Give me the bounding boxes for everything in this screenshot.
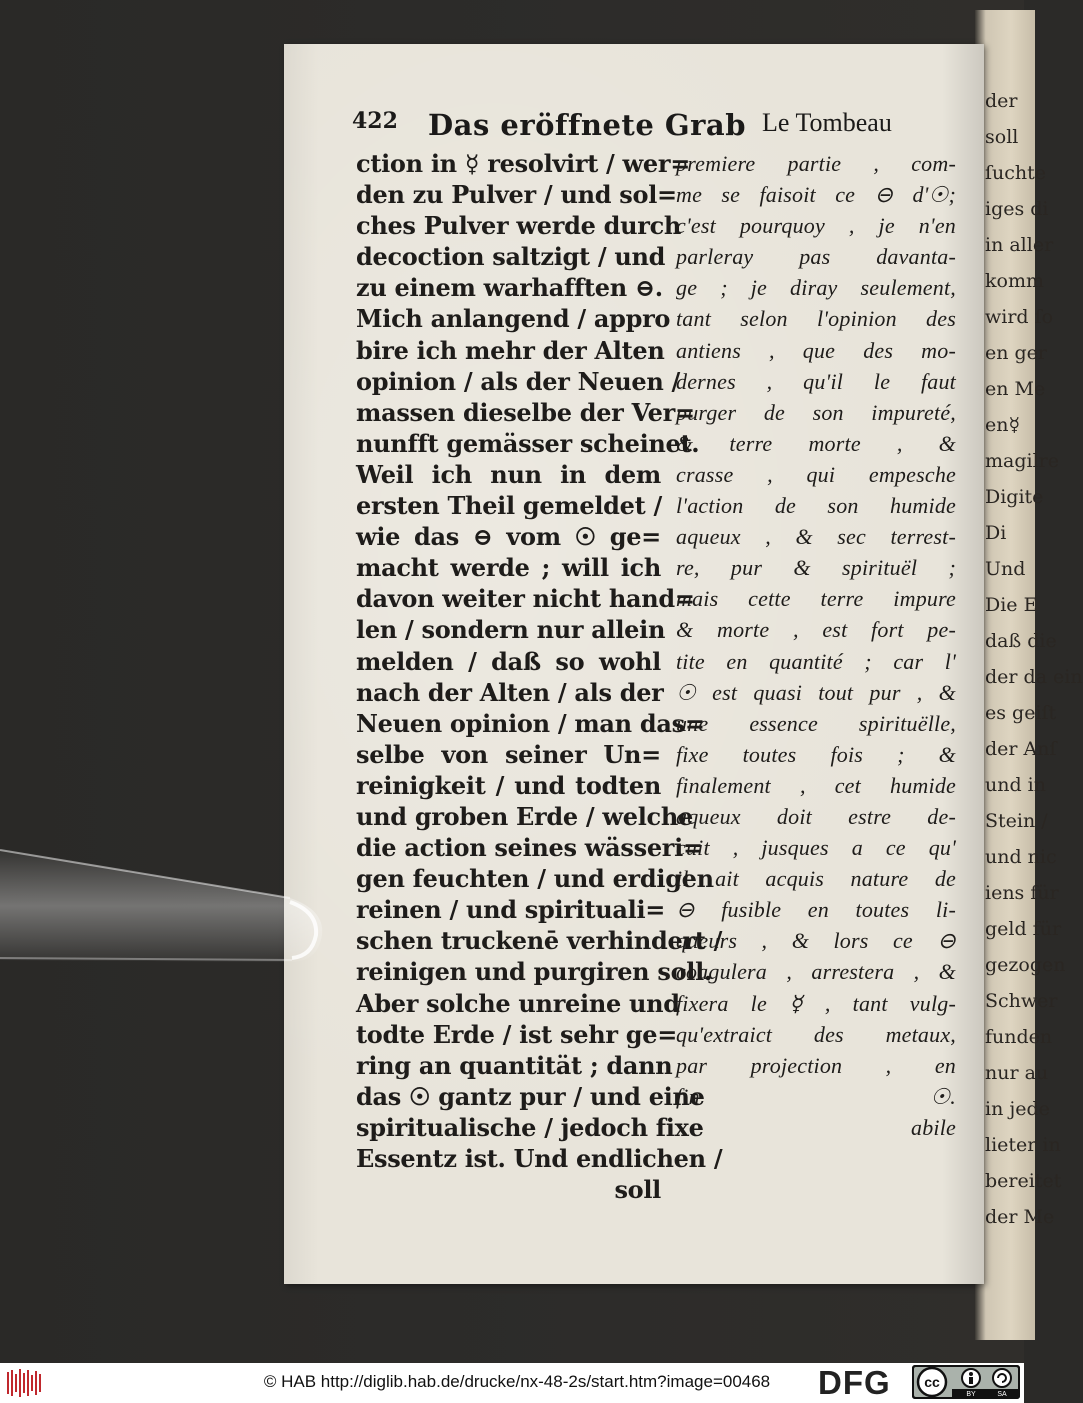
text-line: decoction saltzigt / und: [356, 242, 666, 272]
adjacent-page-fragment: bereitet: [985, 1170, 1062, 1192]
text-line: schen truckenē verhindert /: [356, 926, 723, 956]
adjacent-page-fragment: in jede: [985, 1098, 1050, 1120]
text-line: das ☉ gantz pur / und eine: [356, 1081, 705, 1111]
adjacent-page-fragment: ſuchte: [985, 162, 1047, 184]
text-line: c'est pourquoy , je n'en: [676, 213, 956, 239]
text-line: davon weiter nicht hand=: [356, 584, 695, 614]
adjacent-page-fragment: der: [985, 90, 1018, 112]
text-line: premiere partie , com-: [676, 151, 956, 176]
text-line: die action seines wässeri=: [356, 833, 703, 863]
adjacent-page-fragment: Und: [985, 558, 1026, 580]
text-line: fixe toutes fois ; &: [676, 741, 956, 767]
text-line: reinigkeit / und todten: [356, 770, 661, 800]
text-line: soll: [614, 1175, 661, 1205]
text-line: l'action de son humide: [676, 493, 956, 519]
text-line: reinigen und purgiren soll.: [356, 957, 712, 987]
text-line: Aber solche unreine und: [356, 988, 680, 1018]
adjacent-page-fragment: komm: [985, 270, 1044, 292]
running-title-french: Le Tombeau: [762, 108, 892, 137]
text-line: abile: [911, 1114, 956, 1140]
adjacent-page-fragment: lieter in: [985, 1134, 1061, 1156]
text-line: zu einem warhafften ⊖.: [356, 273, 663, 303]
adjacent-page-fragment: daß die: [985, 630, 1057, 652]
text-line: aqueux , & sec terrest-: [676, 524, 956, 550]
text-line: melden / daß so wohl: [356, 646, 661, 676]
adjacent-page-fragment: iges di: [985, 198, 1049, 220]
text-line: todte Erde / ist sehr ge=: [356, 1019, 678, 1049]
text-line: queurs , & lors ce ⊖: [676, 928, 956, 954]
adjacent-page-fragment: in aller: [985, 234, 1054, 256]
text-line: fin ☉.: [676, 1083, 956, 1109]
text-line: aqueux doit estre de-: [676, 803, 956, 829]
text-line: fixera le ☿ , tant vulg-: [676, 990, 956, 1016]
adjacent-page-fragment: Digite: [985, 486, 1044, 508]
text-line: antiens , que des mo-: [676, 337, 956, 363]
text-line: finalement , cet humide: [676, 772, 956, 798]
text-line: purger de son impureté,: [676, 399, 956, 425]
adjacent-page-fragment: wird ſo: [985, 306, 1054, 328]
glass-page-weight: [0, 840, 330, 980]
adjacent-page-fragment: gezogen: [985, 954, 1066, 976]
adjacent-page-fragment: der Anſ: [985, 738, 1057, 760]
text-line: gen feuchten / und erdigen: [356, 864, 714, 894]
adjacent-page-fragment: en☿: [985, 414, 1021, 436]
text-line: il ait acquis nature de: [676, 866, 956, 892]
text-line: & morte , est fort pe-: [676, 617, 956, 643]
text-line: ersten Theil gemeldet /: [356, 491, 662, 521]
text-line: selbe von seiner Un=: [356, 739, 661, 769]
text-line: ⊖ fusible en toutes li-: [676, 897, 956, 923]
text-line: wie das ⊖ vom ☉ ge=: [356, 522, 661, 552]
french-text-column: [676, 148, 956, 1143]
text-line: nach der Alten / als der: [356, 677, 664, 707]
adjacent-page-fragment: geld für: [985, 918, 1062, 940]
adjacent-page-fragment: en Me: [985, 378, 1046, 400]
text-line: nunfft gemässer scheinet.: [356, 428, 700, 458]
german-text-column: [356, 148, 723, 1205]
text-line: massen dieselbe der Ver=: [356, 397, 695, 427]
svg-text:cc: cc: [924, 1374, 940, 1390]
text-line: bire ich mehr der Alten: [356, 335, 665, 365]
text-line: ction in ☿ resolvirt / wer=: [356, 149, 691, 178]
text-line: une essence spirituëlle,: [676, 710, 956, 736]
adjacent-page-fragment: soll: [985, 126, 1019, 148]
text-line: Neuen opinion / man das=: [356, 708, 705, 738]
adjacent-page-fragment: funden: [985, 1026, 1053, 1048]
text-line: ches Pulver werde durch: [356, 211, 682, 241]
adjacent-page-fragment: Die E: [985, 594, 1038, 616]
adjacent-page-fragment: und in: [985, 774, 1046, 796]
page-number: 422: [352, 108, 398, 134]
adjacent-page-fragment: und nic: [985, 846, 1057, 868]
adjacent-page-fragment: es geiſt: [985, 702, 1057, 724]
text-line: reinen / und spirituali=: [356, 895, 666, 925]
adjacent-page-fragment: Di: [985, 522, 1007, 544]
text-line: dernes , qu'il le faut: [676, 368, 956, 394]
adjacent-page-fragment: magilre: [985, 450, 1059, 472]
cc-by-label: BY: [966, 1391, 976, 1398]
text-line: crasse , qui empesche: [676, 461, 956, 487]
text-line: tite en quantité ; car l': [676, 648, 956, 674]
adjacent-page-fragment: Stein /: [985, 810, 1048, 832]
adjacent-page-fragment: nur au: [985, 1062, 1049, 1084]
cc-license-badge[interactable]: [912, 1365, 1020, 1399]
text-line: tant selon l'opinion des: [676, 306, 956, 332]
adjacent-page-fragment: der da ein: [985, 666, 1083, 688]
text-line: und groben Erde / welche: [356, 801, 693, 831]
cc-sa-label: SA: [997, 1391, 1007, 1398]
text-line: mais cette terre impure: [676, 586, 956, 612]
text-line: macht werde ; will ich: [356, 553, 661, 583]
text-line: den zu Pulver / und sol=: [356, 180, 677, 210]
text-line: ge ; je diray seulement,: [676, 275, 956, 301]
adjacent-page-edge: [975, 10, 1083, 1340]
adjacent-page-fragment: iens für: [985, 882, 1059, 904]
footer-source-link[interactable]: © HAB http://diglib.hab.de/drucke/nx-48-2s/start.htm?image=00468: [263, 1372, 771, 1391]
text-line: ring an quantität ; dann: [356, 1050, 673, 1080]
text-line: spiritualische / jedoch fixe: [356, 1112, 704, 1142]
adjacent-page-fragment: en ger: [985, 342, 1048, 364]
text-line: ☉ est quasi tout pur , &: [676, 679, 956, 705]
text-line: qu'extraict des metaux,: [676, 1021, 956, 1047]
running-title-german: Das eröffnete Grab: [428, 108, 746, 142]
text-line: Mich anlangend / appro: [356, 304, 671, 334]
adjacent-page-fragment: der Me: [985, 1206, 1055, 1228]
text-line: re, pur & spirituël ;: [676, 555, 956, 581]
text-line: opinion / als der Neuen /: [356, 366, 680, 396]
text-line: Essentz ist. Und endlichen /: [356, 1144, 723, 1173]
text-line: par projection , en: [676, 1052, 956, 1078]
text-line: parleray pas davanta-: [676, 244, 956, 270]
text-line: & terre morte , &: [676, 430, 956, 456]
text-line: len / sondern nur allein: [356, 615, 666, 645]
dfg-logo: DFG: [818, 1364, 891, 1401]
adjacent-page-fragment: Schwer: [985, 990, 1058, 1012]
text-line: Weil ich nun in dem: [356, 459, 661, 489]
text-line: me se faisoit ce ⊖ d'☉;: [676, 182, 956, 208]
text-line: cuit , jusques a ce qu': [676, 835, 956, 861]
text-line: coagulera , arrestera , &: [676, 959, 956, 985]
